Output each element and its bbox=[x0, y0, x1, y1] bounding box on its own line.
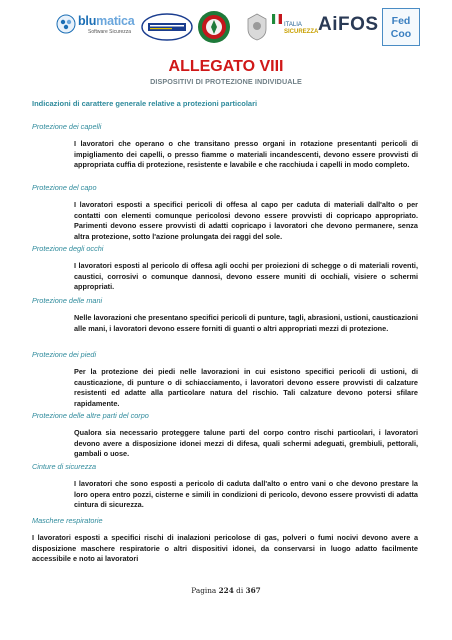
italia-line2: SICUREZZA bbox=[284, 29, 319, 35]
fedcoo-logo bbox=[382, 8, 420, 46]
flag-icon bbox=[272, 14, 282, 24]
page-sep: di bbox=[236, 586, 244, 595]
page-total: 367 bbox=[245, 586, 261, 595]
aifos-logo bbox=[318, 14, 379, 38]
section-cinture bbox=[32, 462, 418, 511]
section-title: Maschere respiratorie bbox=[32, 516, 103, 525]
section-body: I lavoratori esposti a specifici pericoli di offesa al capo per caduta di materiali dall'alto o per contatti con elementi comunque pericolosi devono essere provvisti di copricapo appropriato. Parimenti devono essere provvisti di adatti copricapo i lavoratori che devono permanere, senza altra protezione, sotto l'azione prolungata dei raggi del sole. bbox=[74, 200, 418, 242]
section-title: Protezione degli occhi bbox=[32, 244, 104, 253]
section-title: Protezione delle mani bbox=[32, 296, 103, 305]
blumatica-tagline: Software Sicurezza bbox=[88, 29, 132, 35]
italia-line1: ITALIA bbox=[284, 22, 302, 28]
section-title: Protezione dei piedi bbox=[32, 350, 97, 359]
section-piedi bbox=[32, 350, 418, 410]
page-current: 224 bbox=[218, 586, 234, 595]
blumatica-logo bbox=[56, 14, 140, 40]
section-title: Protezione delle altre parti del corpo bbox=[32, 411, 149, 420]
page-footer bbox=[0, 586, 452, 595]
emblem-logo-icon bbox=[246, 13, 268, 41]
italia-logo-text bbox=[284, 22, 318, 36]
section-altre-parti bbox=[32, 411, 418, 460]
logo-bar bbox=[0, 8, 452, 44]
section-body: Nelle lavorazioni che presentano specifici pericoli di punture, tagli, abrasioni, ustioni, causticazioni alle mani, i lavoratori devono essere forniti di guanti o altri appropriati mezzi di protezione. bbox=[74, 313, 418, 333]
section-title: Protezione dei capelli bbox=[32, 122, 102, 131]
seal-logo-icon bbox=[197, 10, 231, 44]
sicurezza-logo-icon bbox=[140, 12, 194, 42]
document-subtitle: DISPOSITIVI DI PROTEZIONE INDIVIDUALE bbox=[150, 77, 302, 86]
section-capo bbox=[32, 183, 418, 243]
section-occhi bbox=[32, 244, 418, 293]
aifos-wordmark: AiFOS bbox=[318, 14, 379, 35]
document-title: ALLEGATO VIII bbox=[168, 58, 284, 75]
blumatica-mark-icon bbox=[56, 14, 76, 34]
section-mani bbox=[32, 296, 418, 334]
fedcoo-line2: Coo bbox=[390, 28, 412, 40]
section-title: Protezione del capo bbox=[32, 183, 97, 192]
section-body: I lavoratori esposti al pericolo di offesa agli occhi per proiezioni di schegge o di materiali roventi, caustici, corrosivi o comunque dannosi, devono essere muniti di occhiali, visiere o schermi appropriati. bbox=[74, 261, 418, 292]
section-body: Per la protezione dei piedi nelle lavorazioni in cui esistono specifici pericoli di ustioni, di causticazione, di punture o di schiacciamento, i lavoratori devono essere provvisti di calzature resistenti ed adatte alla particolare natura del rischio. Tali calzature devono potersi sfilare rapidamente. bbox=[74, 367, 418, 409]
section-body: I lavoratori esposti a specifici rischi di inalazioni pericolose di gas, polveri o fumi nocivi devono avere a disposizione maschere respiratorie o altri dispositivi idonei, da conservarsi in luogo adatto facilmente accessibile e noto ai lavoratori bbox=[32, 533, 418, 564]
section-maschere bbox=[32, 516, 418, 565]
blumatica-wordmark: blumatica bbox=[78, 14, 135, 28]
fedcoo-line1: Fed bbox=[391, 15, 411, 27]
italia-sicurezza-logo bbox=[272, 14, 318, 40]
section-title: Cinture di sicurezza bbox=[32, 462, 97, 471]
section-body: I lavoratori che operano o che transitano presso organi in rotazione presentanti pericoli di impigliamento dei capelli, o presso fiamme o materiali incandescenti, devono essere provvisti di appropriata cuffia di protezione, resistente e lavabile e che racchiuda i capelli in modo completo. bbox=[74, 139, 418, 170]
section-body: Qualora sia necessario proteggere talune parti del corpo contro rischi particolari, i lavoratori devono avere a disposizione idonei mezzi di difesa, quali schermi adeguati, grembiuli, pettorali, gambali o uose. bbox=[74, 428, 418, 459]
section-capelli bbox=[32, 122, 418, 171]
section-heading: Indicazioni di carattere generale relative a protezioni particolari bbox=[32, 99, 258, 108]
page-label: Pagina bbox=[191, 586, 217, 595]
section-body: I lavoratori che sono esposti a pericolo di caduta dall'alto o entro vani o che devono prestare la loro opera entro pozzi, cisterne e simili in condizioni di pericolo, devono essere provvisti di adatta cintura di sicurezza. bbox=[74, 479, 418, 510]
